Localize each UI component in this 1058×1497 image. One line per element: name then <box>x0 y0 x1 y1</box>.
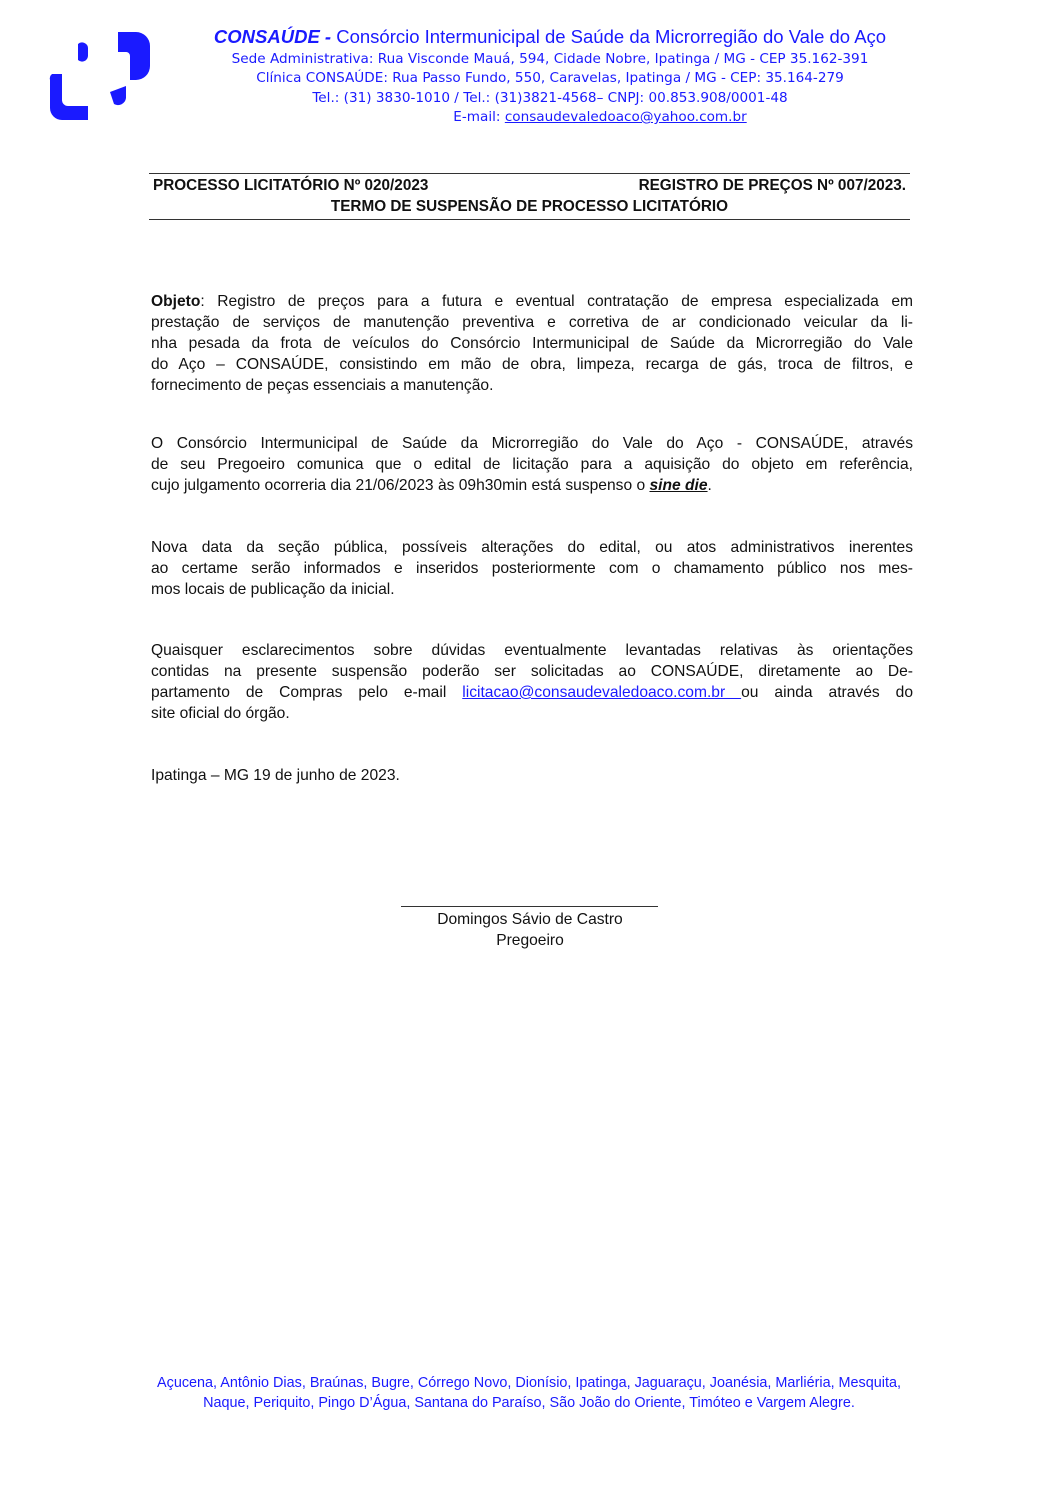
signatory-role: Pregoeiro <box>496 932 564 949</box>
new-date-paragraph: Nova data da seção pública, possíveis alterações do edital, ou atos administrativos inerentes ao certame serão informados e inseridos posteriormente com o chamamento público nos mes- mos locais de publicação da inicial. <box>151 539 913 598</box>
header-email-label: E-mail: <box>453 109 505 125</box>
signature-line <box>401 906 658 907</box>
place-and-date: Ipatinga – MG 19 de junho de 2023. <box>151 767 400 784</box>
consortium-name: Consórcio Intermunicipal de Saúde da Microrregião do Vale do Aço <box>331 26 887 47</box>
brand-name: CONSAÚDE - <box>213 26 332 47</box>
suspension-notice-paragraph: O Consórcio Intermunicipal de Saúde da Microrregião do Vale do Aço - CONSAÚDE, através de seu Pregoeiro comunica que o edital de licitação para a aquisição do objeto em referência, cujo julgamento ocorreria dia 21/06/2023 às 09h30min está suspenso o sine die. <box>151 435 913 494</box>
document-title <box>149 173 910 220</box>
header-email <box>350 107 850 127</box>
sine-die-text: sine die <box>649 477 708 494</box>
footer-municipalities-line-2: Naque, Periquito, Pingo D’Água, Santana do Paraíso, São João do Oriente, Timóteo e Vargem Alegre. <box>203 1395 855 1411</box>
object-paragraph: Objeto: Registro de preços para a futura e eventual contratação de empresa especializada em prestação de serviços de manutenção preventiva e corretiva de ar condicionado veicular da li- nha pesada da frota de veículos do Consórcio Intermunicipal de Saúde da Microrregião do Vale do Aço – CONSAÚDE, consistindo em mão de obra, limpeza, recarga de gás, troca de filtros, e fornecimento de peças essenciais a manutenção. <box>151 293 913 394</box>
suspension-term-heading: TERMO DE SUSPENSÃO DE PROCESSO LICITATÓRIO <box>330 198 729 215</box>
consaude-logo <box>48 30 152 122</box>
header-address-clinic: Clínica CONSAÚDE: Rua Passo Fundo, 550, Caravelas, Ipatinga / MG - CEP: 35.164-279 <box>256 70 844 86</box>
clarification-paragraph: Quaisquer esclarecimentos sobre dúvidas eventualmente levantadas relativas às orientações contidas na presente suspensão poderão ser solicitadas ao CONSAÚDE, diretamente ao De- partamento de Compras pelo e-mail licitacao@consaudevaledoaco.com.br ou ainda através do site oficial do órgão. <box>151 642 914 722</box>
header-title <box>170 26 930 48</box>
header-email-link[interactable]: consaudevaledoaco@yahoo.com.br <box>504 109 747 125</box>
footer-municipalities-line-1: Açucena, Antônio Dias, Braúnas, Bugre, Córrego Novo, Dionísio, Ipatinga, Jaguaraçu, Joanésia, Marliéria, Mesquita, <box>157 1375 901 1391</box>
header-phones: Tel.: (31) 3830-1010 / Tel.: (31)3821-4568– CNPJ: 00.853.908/0001-48 <box>312 90 788 106</box>
process-number: PROCESSO LICITATÓRIO Nº 020/2023 <box>153 177 429 194</box>
object-label: Objeto <box>151 293 201 310</box>
procurement-email-link[interactable]: licitacao@consaudevaledoaco.com.br <box>462 684 742 701</box>
signatory-name: Domingos Sávio de Castro <box>437 911 623 928</box>
registry-number: REGISTRO DE PREÇOS Nº 007/2023. <box>638 177 906 194</box>
header-address-admin: Sede Administrativa: Rua Visconde Mauá, 594, Cidade Nobre, Ipatinga / MG - CEP 35.162-391 <box>231 51 869 67</box>
